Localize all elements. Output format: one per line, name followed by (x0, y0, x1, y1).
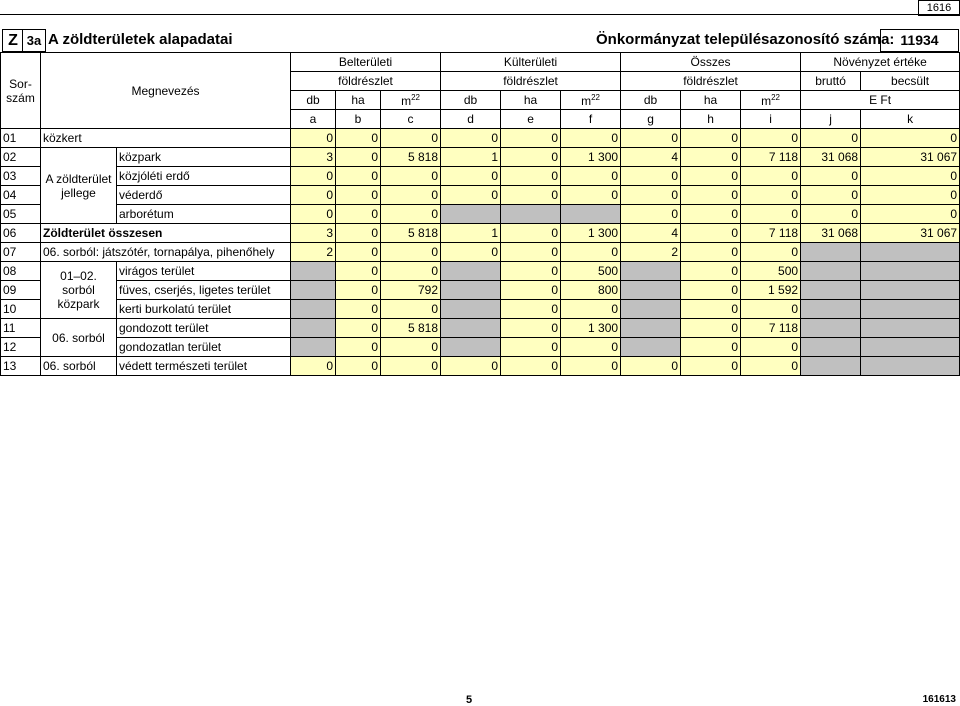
cell-value: 0 (336, 262, 381, 281)
cell-value: 792 (381, 281, 441, 300)
cell-value: 31 068 (801, 224, 861, 243)
row-label: gondozatlan terület (117, 338, 291, 357)
cell-value: 0 (801, 186, 861, 205)
table-row (1, 186, 960, 205)
cell-value (291, 262, 336, 281)
cell-value: 0 (501, 186, 561, 205)
unit-db: db (441, 91, 501, 110)
megnevezes-header: Megnevezés (41, 53, 291, 129)
column-letter: a (291, 110, 336, 129)
row-index: 08 (1, 262, 41, 281)
cell-value (441, 338, 501, 357)
group-sorbol: 06. sorból (41, 319, 117, 357)
row-prefix: 06. sorból (41, 357, 117, 376)
cell-value: 0 (681, 148, 741, 167)
cell-value: 3 (291, 224, 336, 243)
cell-value (441, 262, 501, 281)
cell-value: 0 (861, 205, 960, 224)
row-label: kerti burkolatú terület (117, 300, 291, 319)
cell-value: 7 118 (741, 319, 801, 338)
cell-value: 0 (681, 300, 741, 319)
cell-value: 0 (381, 243, 441, 262)
row-label: véderdő (117, 186, 291, 205)
cell-value: 1 (441, 224, 501, 243)
cell-value: 0 (621, 167, 681, 186)
cell-value (441, 300, 501, 319)
cell-value (861, 357, 960, 376)
cell-value: 0 (291, 186, 336, 205)
page-title: A zöldterületek alapadatai (48, 31, 233, 48)
row-index: 02 (1, 148, 41, 167)
cell-value: 0 (381, 262, 441, 281)
row-label: közjóléti erdő (117, 167, 291, 186)
row-label: közpark (117, 148, 291, 167)
column-letter: j (801, 110, 861, 129)
cell-value: 0 (441, 186, 501, 205)
cell-value: 0 (336, 338, 381, 357)
cell-value (861, 281, 960, 300)
cell-value: 0 (861, 167, 960, 186)
table-row (1, 338, 960, 357)
cell-value: 0 (621, 129, 681, 148)
cell-value: 0 (381, 205, 441, 224)
cell-value: 800 (561, 281, 621, 300)
cell-value: 0 (336, 357, 381, 376)
cell-value: 0 (801, 205, 861, 224)
cell-value: 0 (741, 300, 801, 319)
table-row (1, 357, 960, 376)
cell-value: 1 592 (741, 281, 801, 300)
cell-value: 0 (441, 243, 501, 262)
column-letter: e (501, 110, 561, 129)
cell-value (441, 281, 501, 300)
novenyzet-header: Növényzet értéke (801, 53, 960, 72)
cell-value: 0 (621, 357, 681, 376)
cell-value: 0 (441, 167, 501, 186)
column-letter: i (741, 110, 801, 129)
cell-value: 0 (381, 129, 441, 148)
cell-value: 0 (501, 243, 561, 262)
cell-value: 500 (741, 262, 801, 281)
table-row (1, 224, 960, 243)
column-letter: h (681, 110, 741, 129)
cell-value: 0 (501, 357, 561, 376)
table-row (1, 205, 960, 224)
cell-value: 0 (801, 167, 861, 186)
row-index: 05 (1, 205, 41, 224)
foldreszlet-header-3: földrészlet (621, 72, 801, 91)
cell-value: 0 (336, 148, 381, 167)
cell-value (801, 281, 861, 300)
unit-ha: ha (336, 91, 381, 110)
cell-value (861, 319, 960, 338)
cell-value: 3 (291, 148, 336, 167)
cell-value (801, 262, 861, 281)
cell-value: 0 (741, 167, 801, 186)
cell-value: 0 (381, 167, 441, 186)
cell-value (501, 205, 561, 224)
column-letter: g (621, 110, 681, 129)
table-row (1, 243, 960, 262)
unit-db: db (291, 91, 336, 110)
cell-value: 0 (561, 186, 621, 205)
cell-value: 2 (621, 243, 681, 262)
cell-value: 0 (681, 186, 741, 205)
cell-value: 0 (621, 205, 681, 224)
unit-ha: ha (501, 91, 561, 110)
group-jellege: A zöldterület jellege (41, 148, 117, 224)
unit-eft: E Ft (801, 91, 960, 110)
cell-value: 0 (291, 205, 336, 224)
cell-value: 4 (621, 224, 681, 243)
row-index: 01 (1, 129, 41, 148)
cell-value (441, 319, 501, 338)
table-row (1, 319, 960, 338)
cell-value: 0 (681, 319, 741, 338)
cell-value (861, 338, 960, 357)
cell-value: 0 (381, 300, 441, 319)
row-index: 11 (1, 319, 41, 338)
brutto-header: bruttó (801, 72, 861, 91)
data-table (0, 52, 960, 376)
cell-value: 0 (291, 357, 336, 376)
row-index: 04 (1, 186, 41, 205)
cell-value (621, 262, 681, 281)
cell-value: 0 (291, 167, 336, 186)
row-index: 03 (1, 167, 41, 186)
foldreszlet-header-1: földrészlet (291, 72, 441, 91)
cell-value: 1 300 (561, 224, 621, 243)
cell-value (621, 338, 681, 357)
cell-value: 5 818 (381, 319, 441, 338)
cell-value: 0 (501, 281, 561, 300)
row-index: 09 (1, 281, 41, 300)
unit-m2: $m^{22}$ (381, 91, 441, 110)
column-letter: k (861, 110, 960, 129)
cell-value: 1 (441, 148, 501, 167)
cell-value: 0 (561, 129, 621, 148)
cell-value: 0 (501, 300, 561, 319)
cell-value: 0 (741, 338, 801, 357)
cell-value: 7 118 (741, 224, 801, 243)
cell-value: 0 (441, 129, 501, 148)
cell-value: 0 (336, 224, 381, 243)
footer-page-number: 5 (466, 694, 473, 706)
cell-value: 0 (741, 357, 801, 376)
cell-value: 0 (681, 281, 741, 300)
row-label: közkert (41, 129, 291, 148)
cell-value (801, 243, 861, 262)
becsult-header: becsült (861, 72, 960, 91)
cell-value: 0 (336, 300, 381, 319)
footer-code: 161613 (922, 694, 956, 705)
unit-ha: ha (681, 91, 741, 110)
cell-value: 0 (561, 167, 621, 186)
cell-value: 0 (501, 338, 561, 357)
row-label: virágos terület (117, 262, 291, 281)
cell-value (291, 338, 336, 357)
cell-value: 0 (561, 300, 621, 319)
cell-value: 0 (681, 224, 741, 243)
cell-value (441, 205, 501, 224)
cell-value: 0 (381, 186, 441, 205)
cell-value: 0 (681, 262, 741, 281)
cell-value: 0 (336, 281, 381, 300)
table-row (1, 300, 960, 319)
row-index: 12 (1, 338, 41, 357)
row-index: 10 (1, 300, 41, 319)
cell-value (291, 281, 336, 300)
row-label: védett természeti terület (117, 357, 291, 376)
cell-value: 0 (336, 205, 381, 224)
cell-value (801, 338, 861, 357)
cell-value: 0 (861, 129, 960, 148)
cell-value: 0 (741, 243, 801, 262)
row-label: gondozott terület (117, 319, 291, 338)
column-letter: f (561, 110, 621, 129)
unit-m2: $m^{22}$ (561, 91, 621, 110)
row-index: 06 (1, 224, 41, 243)
cell-value: 4 (621, 148, 681, 167)
column-letter: d (441, 110, 501, 129)
cell-value (861, 243, 960, 262)
table-row (1, 262, 960, 281)
cell-value: 1 300 (561, 319, 621, 338)
cell-value: 0 (501, 319, 561, 338)
table-row (1, 129, 960, 148)
row-label: Zöldterület összesen (41, 224, 291, 243)
cell-value (621, 300, 681, 319)
table-row (1, 167, 960, 186)
cell-value: 0 (336, 243, 381, 262)
cell-value: 0 (501, 129, 561, 148)
cell-value (291, 300, 336, 319)
cell-value: 0 (336, 186, 381, 205)
cell-value (801, 300, 861, 319)
belteruleti-header: Belterületi (291, 53, 441, 72)
cell-value: 0 (681, 357, 741, 376)
cell-value: 0 (561, 357, 621, 376)
kulteruleti-header: Külterületi (441, 53, 621, 72)
unit-db: db (621, 91, 681, 110)
cell-value: 7 118 (741, 148, 801, 167)
cell-value: 0 (681, 129, 741, 148)
cell-value: 0 (291, 129, 336, 148)
cell-value: 0 (681, 167, 741, 186)
column-letter: b (336, 110, 381, 129)
cell-value (801, 319, 861, 338)
cell-value: 0 (501, 262, 561, 281)
cell-value (621, 281, 681, 300)
row-index: 07 (1, 243, 41, 262)
osszes-header: Összes (621, 53, 801, 72)
cell-value (861, 262, 960, 281)
cell-value: 0 (801, 129, 861, 148)
cell-value: 0 (741, 205, 801, 224)
foldreszlet-header-2: földrészlet (441, 72, 621, 91)
cell-value (801, 357, 861, 376)
cell-value: 0 (381, 338, 441, 357)
cell-value: 0 (681, 338, 741, 357)
cell-value: 0 (561, 243, 621, 262)
cell-value (621, 319, 681, 338)
onkormanyzat-label: Önkormányzat településazonosító száma: (596, 31, 895, 48)
cell-value: 2 (291, 243, 336, 262)
onkormanyzat-value: 11934 (880, 29, 959, 52)
table-row (1, 148, 960, 167)
cell-value (291, 319, 336, 338)
cell-value: 0 (441, 357, 501, 376)
cell-value: 0 (501, 167, 561, 186)
cell-value: 0 (681, 243, 741, 262)
page-number: 1616 (918, 0, 960, 16)
cell-value: 0 (501, 224, 561, 243)
cell-value: 31 067 (861, 224, 960, 243)
cell-value: 5 818 (381, 148, 441, 167)
group-kozpark: 01–02. sorból közpark (41, 262, 117, 319)
z-label: Z (2, 29, 24, 52)
cell-value: 5 818 (381, 224, 441, 243)
cell-value: 0 (681, 205, 741, 224)
cell-value: 0 (381, 357, 441, 376)
cell-value: 0 (501, 148, 561, 167)
cell-value (861, 300, 960, 319)
cell-value: 1 300 (561, 148, 621, 167)
top-rule (0, 14, 960, 15)
cell-value: 0 (741, 186, 801, 205)
cell-value: 31 068 (801, 148, 861, 167)
row-index: 13 (1, 357, 41, 376)
cell-value: 0 (741, 129, 801, 148)
section-code: 3a (22, 29, 46, 52)
cell-value (561, 205, 621, 224)
cell-value: 0 (861, 186, 960, 205)
cell-value: 31 067 (861, 148, 960, 167)
row-label: arborétum (117, 205, 291, 224)
cell-value: 0 (561, 338, 621, 357)
table-row (1, 281, 960, 300)
cell-value: 0 (336, 319, 381, 338)
cell-value: 500 (561, 262, 621, 281)
unit-m2: $m^{22}$ (741, 91, 801, 110)
cell-value: 0 (621, 186, 681, 205)
sorszam-header: Sor-szám (1, 53, 41, 129)
row-label: füves, cserjés, ligetes terület (117, 281, 291, 300)
cell-value: 0 (336, 167, 381, 186)
row-label: 06. sorból: játszótér, tornapálya, pihenőhely (41, 243, 291, 262)
cell-value: 0 (336, 129, 381, 148)
column-letter: c (381, 110, 441, 129)
